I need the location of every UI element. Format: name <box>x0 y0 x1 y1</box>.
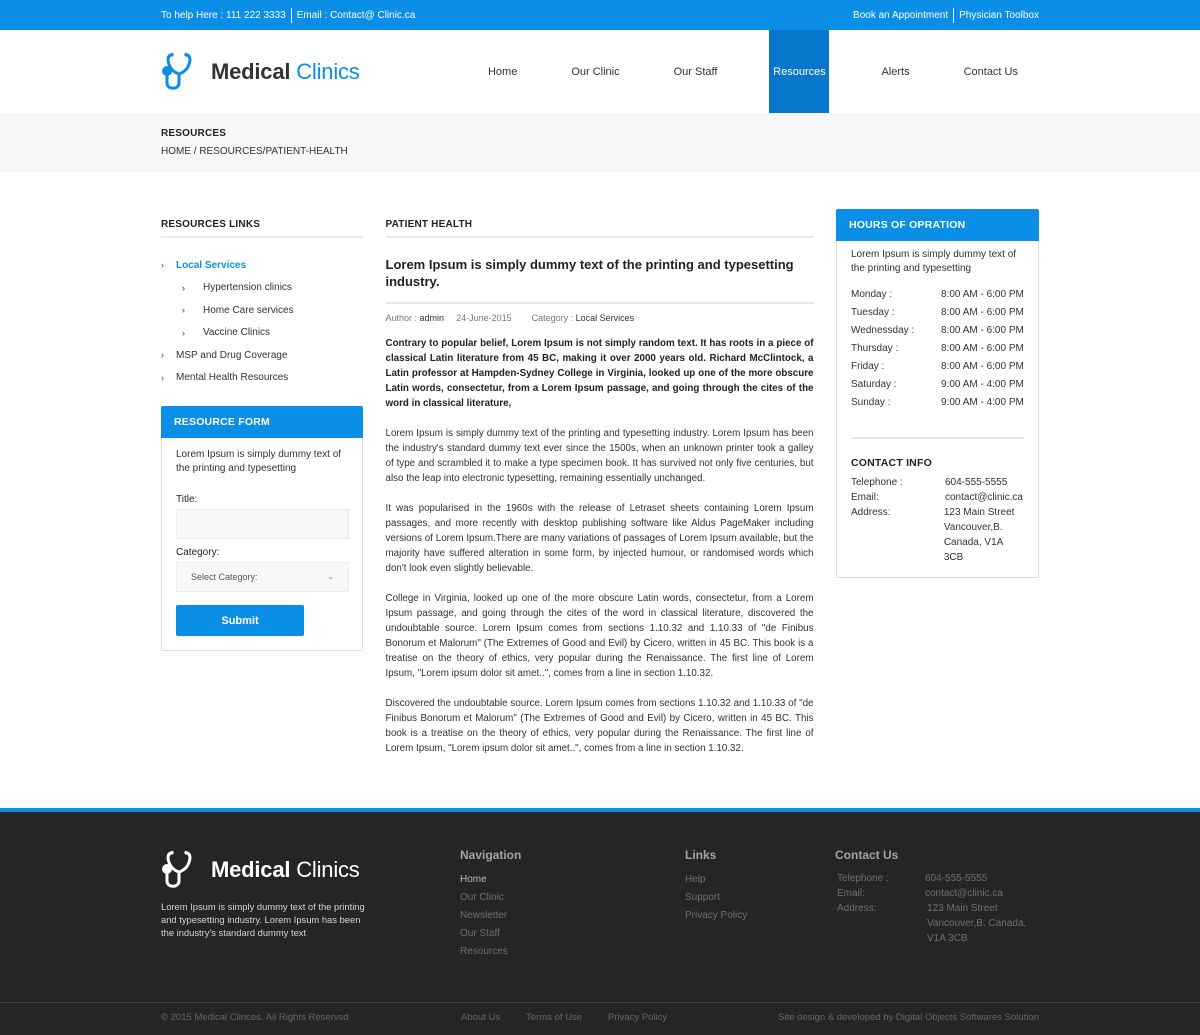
top-contact <box>161 8 415 23</box>
divider <box>851 437 1024 439</box>
footer-privacy-policy[interactable]: Privacy Policy <box>608 1012 668 1023</box>
chevron-right-icon: › <box>161 350 164 361</box>
top-bar <box>0 0 1200 30</box>
page-title-band <box>0 113 1200 172</box>
link-label: Hypertension clinics <box>203 282 292 294</box>
footer-links <box>685 848 747 925</box>
sidebar <box>161 209 363 756</box>
link-label: MSP and Drug Coverage <box>176 349 288 361</box>
resources-links-title: RESOURCES LINKS <box>161 209 363 238</box>
book-appointment-link[interactable]: Book an Appointment <box>853 9 949 21</box>
footer-link-help[interactable]: Help <box>685 874 706 885</box>
hours-time: 8:00 AM - 6:00 PM <box>941 324 1024 336</box>
chevron-right-icon: › <box>182 327 185 338</box>
link-mental-health-resources[interactable] <box>161 367 363 390</box>
resource-form-intro: Lorem Ipsum is simply dummy text of the printing and typesetting <box>176 449 342 474</box>
nav-alerts[interactable]: Alerts <box>881 65 910 78</box>
address-line: Canada, V1A 3CB <box>943 537 1003 563</box>
hours-row <box>851 285 1024 303</box>
address-label: Address: <box>851 507 891 518</box>
hours-row <box>851 393 1024 411</box>
address-line: V1A 3CB <box>927 933 968 944</box>
footer-email <box>835 886 1026 901</box>
contact-info-title: CONTACT INFO <box>851 457 932 469</box>
address-value <box>925 901 1026 946</box>
copyright: © 2015 Medical Clinces. All Rights Reservsd <box>161 1012 349 1023</box>
link-label: Mental Health Resources <box>176 372 289 384</box>
breadcrumb[interactable]: HOME / RESOURCES/PATIENT-HEALTH <box>161 146 348 157</box>
footer-terms-of-use[interactable]: Terms of Use <box>526 1012 583 1023</box>
divider <box>291 8 292 23</box>
hours-of-operation <box>836 209 1039 578</box>
article-paragraph: It was popularised in the 1960s with the release of Letraset sheets containing Lorem Ipsum passages, and more recently with desktop publishing software like Aldus PageMaker including versions of Lorem Ipsum.There are many variations of passages of Lorem Ipsum available, but the majority have suffered alteration in some form, by injected humour, or randomised words which don't look even slightly believable. <box>385 503 814 574</box>
hours-day: Wednessday : <box>851 324 915 336</box>
contact-address <box>851 505 1024 565</box>
footer-link-privacy-policy[interactable]: Privacy Policy <box>685 910 748 921</box>
resource-form-body <box>162 438 362 636</box>
article-paragraph: Discovered the undoubtable source. Lorem Ipsum comes from sections 1.10.32 and 1.10.33 of "de Finibus Bonorum et Malorum" (The Extremes of Good and Evil) by Cicero, written in 45 BC. This book is a treatise on the theory of ethics, very popular during the Renaissance. The first line of Lorem Ipsum, "Lorem ipsum dolor sit amet..", comes from a line in section 1.10.32. <box>385 698 814 754</box>
logo-text-bold: Medical <box>211 58 291 84</box>
chevron-right-icon: › <box>182 282 185 293</box>
hours-time: 8:00 AM - 6:00 PM <box>941 360 1024 372</box>
footer-contact-title: Contact Us <box>835 848 899 862</box>
site-credit[interactable]: Site design & developed by Digital Objects Softwares Solution <box>778 1012 1039 1023</box>
address-value <box>944 505 1024 565</box>
hours-time: 8:00 AM - 6:00 PM <box>941 288 1024 300</box>
category-select[interactable] <box>176 562 349 592</box>
title-input[interactable] <box>176 509 349 539</box>
author <box>386 313 445 323</box>
logo-text-light: Clinics <box>296 58 360 84</box>
hours-row <box>851 303 1024 321</box>
email-label: Email: <box>837 888 865 899</box>
site-header <box>0 30 1200 113</box>
footer-about-us[interactable]: About Us <box>461 1012 501 1023</box>
footer-contact-info <box>835 871 1026 946</box>
main-content <box>0 209 1200 756</box>
address-line: Vancouver,B. Canada, <box>927 918 1027 929</box>
link-home-care-services[interactable] <box>161 299 363 322</box>
resources-links-list <box>161 254 363 389</box>
telephone-label: Telephone : <box>851 477 903 488</box>
chevron-down-icon: ⌄ <box>327 572 334 581</box>
top-links <box>853 8 1039 23</box>
author-name[interactable]: admin <box>419 313 445 323</box>
footer-address <box>835 901 1026 946</box>
contact-info <box>851 475 1024 565</box>
link-vaccine-clinics[interactable] <box>161 322 363 345</box>
hours-day: Sunday : <box>851 396 891 408</box>
nav-resources[interactable]: Resources <box>769 30 829 113</box>
article-headline: Lorem Ipsum is simply dummy text of the printing and typesetting industry. <box>386 256 814 304</box>
chevron-right-icon: › <box>161 372 164 383</box>
logo-text <box>211 59 360 85</box>
hours-title: HOURS OF OPRATION <box>836 209 1039 241</box>
chevron-right-icon: › <box>161 260 164 271</box>
hours-body <box>837 241 1038 565</box>
article-section-title: PATIENT HEALTH <box>386 209 814 238</box>
link-msp-drug-coverage[interactable] <box>161 344 363 367</box>
footer-nav-newsletter[interactable]: Newsletter <box>460 910 508 921</box>
link-local-services[interactable] <box>161 254 363 277</box>
footer-links-title: Links <box>685 848 717 862</box>
divider <box>953 8 954 23</box>
contact-telephone <box>851 475 1024 490</box>
footer-nav-home[interactable]: Home <box>460 874 487 885</box>
footer-logo-text <box>211 857 360 883</box>
link-hypertension-clinics[interactable] <box>161 277 363 300</box>
help-email[interactable]: Email : Contact@ Clinic.ca <box>296 9 416 21</box>
link-label: Home Care services <box>203 304 294 316</box>
hours-row <box>851 375 1024 393</box>
email-label: Email: <box>851 492 879 503</box>
hours-time: 8:00 AM - 6:00 PM <box>941 306 1024 318</box>
telephone-value[interactable]: 604-555-5555 <box>925 873 988 884</box>
link-label: Local Services <box>176 259 247 271</box>
article-category <box>532 313 635 323</box>
hours-intro: Lorem Ipsum is simply dummy text of the printing and typesetting <box>851 249 1017 274</box>
footer-nav-our-staff[interactable]: Our Staff <box>460 928 500 939</box>
logo-text-bold: Medical <box>211 857 291 882</box>
link-label: Vaccine Clinics <box>203 327 271 339</box>
resource-form-title: RESOURCE FORM <box>161 406 363 438</box>
address-line: 123 Main Street <box>943 507 1015 518</box>
article-paragraph: College in Virginia, looked up one of the more obscure Latin words, consectetur, from a Lorem Ipsum passage, and going through the cites of the word in classical literature, discovered the undoubtable source. Lorem Ipsum comes from sections 1.10.32 and 1.10.33 of "de Finibus Bonorum et Malorum" (The Extremes of Good and Evil) by Cicero, written in 45 BC. This book is a treatise on the theory of ethics, very popular during the Renaissance. The first line of Lorem Ipsum, "Lorem ipsum dolor sit amet..", comes from a line in section 1.10.32. <box>385 593 814 679</box>
nav-contact-us[interactable]: Contact Us <box>963 65 1018 78</box>
article-meta <box>386 313 814 323</box>
author-label: Author : <box>385 313 418 323</box>
hours-day: Monday : <box>851 288 893 300</box>
footer-telephone <box>835 871 1026 886</box>
article <box>386 209 814 756</box>
footer-nav-our-clinic[interactable]: Our Clinic <box>460 892 504 903</box>
footer-about: Lorem Ipsum is simply dummy text of the printing and typesetting industry. Lorem Ipsum has been the industry's standard dummy text <box>161 901 365 938</box>
resource-form <box>161 406 363 651</box>
hours-day: Friday : <box>851 360 885 372</box>
main-nav <box>461 30 1042 113</box>
article-lead: Contrary to popular belief, Lorem Ipsum is not simply random text. It has roots in a piece of classical Latin literature from 45 BC, making it over 2000 years old. Richard McClintock, a Latin professor at Hampden-Sydney College in Virginia, looked up one of the more obscure Latin words, consectetur, from a Lorem Ipsum passage, and going through the cites of the word in classical literature, <box>385 338 814 409</box>
telephone-label: Telephone : <box>837 873 889 884</box>
stethoscope-icon <box>161 848 197 892</box>
footer-logo[interactable] <box>161 848 360 892</box>
hours-row <box>851 321 1024 339</box>
address-label: Address: <box>837 903 877 914</box>
hours-row <box>851 339 1024 357</box>
footer-bottom-bar <box>161 1012 1039 1023</box>
page-title: RESOURCES <box>161 128 227 139</box>
category-selected: Select Category: <box>191 572 258 582</box>
submit-button[interactable]: Submit <box>176 605 304 636</box>
stethoscope-icon <box>161 50 197 94</box>
hours-day: Thursday : <box>851 342 899 354</box>
footer-divider <box>0 1002 1200 1003</box>
article-paragraph: Lorem Ipsum is simply dummy text of the printing and typesetting industry. Lorem Ipsum has been the industry's standard dummy text ever since the 1500s, when an unknown printer took a galley of type and scrambled it to make a type specimen book. It has survived not only five centuries, but also the leap into electronic typesetting, remaining essentially unchanged. <box>385 428 814 484</box>
hours-table <box>851 285 1024 411</box>
physician-toolbox-link[interactable]: Physician Toolbox <box>959 9 1039 21</box>
hours-day: Saturday : <box>851 378 897 390</box>
logo-text-light: Clinics <box>296 857 360 882</box>
article-date: 24-June-2015 <box>456 313 512 323</box>
nav-our-clinic[interactable]: Our Clinic <box>571 65 620 78</box>
footer-bottom-links <box>461 1012 693 1023</box>
category-meta-label: Category : <box>531 313 574 323</box>
email-value[interactable]: contact@clinic.ca <box>925 888 1003 899</box>
telephone-value[interactable]: 604-555-5555 <box>945 477 1008 488</box>
footer-navigation <box>460 848 521 961</box>
footer-link-support[interactable]: Support <box>685 892 721 903</box>
hours-time: 8:00 AM - 6:00 PM <box>941 342 1024 354</box>
site-logo[interactable] <box>161 50 360 94</box>
category-label: Category: <box>176 547 220 558</box>
hours-time: 9:00 AM - 4:00 PM <box>941 378 1024 390</box>
contact-email <box>851 490 1024 505</box>
hours-day: Tuesday : <box>851 306 895 318</box>
footer-contact <box>835 848 1026 946</box>
site-footer <box>0 808 1200 1035</box>
footer-navigation-title: Navigation <box>460 848 522 862</box>
hours-row <box>851 357 1024 375</box>
title-label: Title: <box>176 494 198 505</box>
hours-time: 9:00 AM - 4:00 PM <box>941 396 1024 408</box>
help-phone: To help Here : 111 222 3333 <box>161 9 286 21</box>
address-line: 123 Main Street <box>927 903 998 914</box>
chevron-right-icon: › <box>182 305 185 316</box>
nav-home[interactable]: Home <box>487 65 518 78</box>
category-meta-value[interactable]: Local Services <box>575 313 635 323</box>
nav-our-staff[interactable]: Our Staff <box>673 65 718 78</box>
email-value[interactable]: contact@clinic.ca <box>945 492 1023 503</box>
footer-nav-resources[interactable]: Resources <box>460 946 508 957</box>
right-sidebar <box>836 209 1039 756</box>
address-line: Vancouver,B. <box>943 522 1003 533</box>
